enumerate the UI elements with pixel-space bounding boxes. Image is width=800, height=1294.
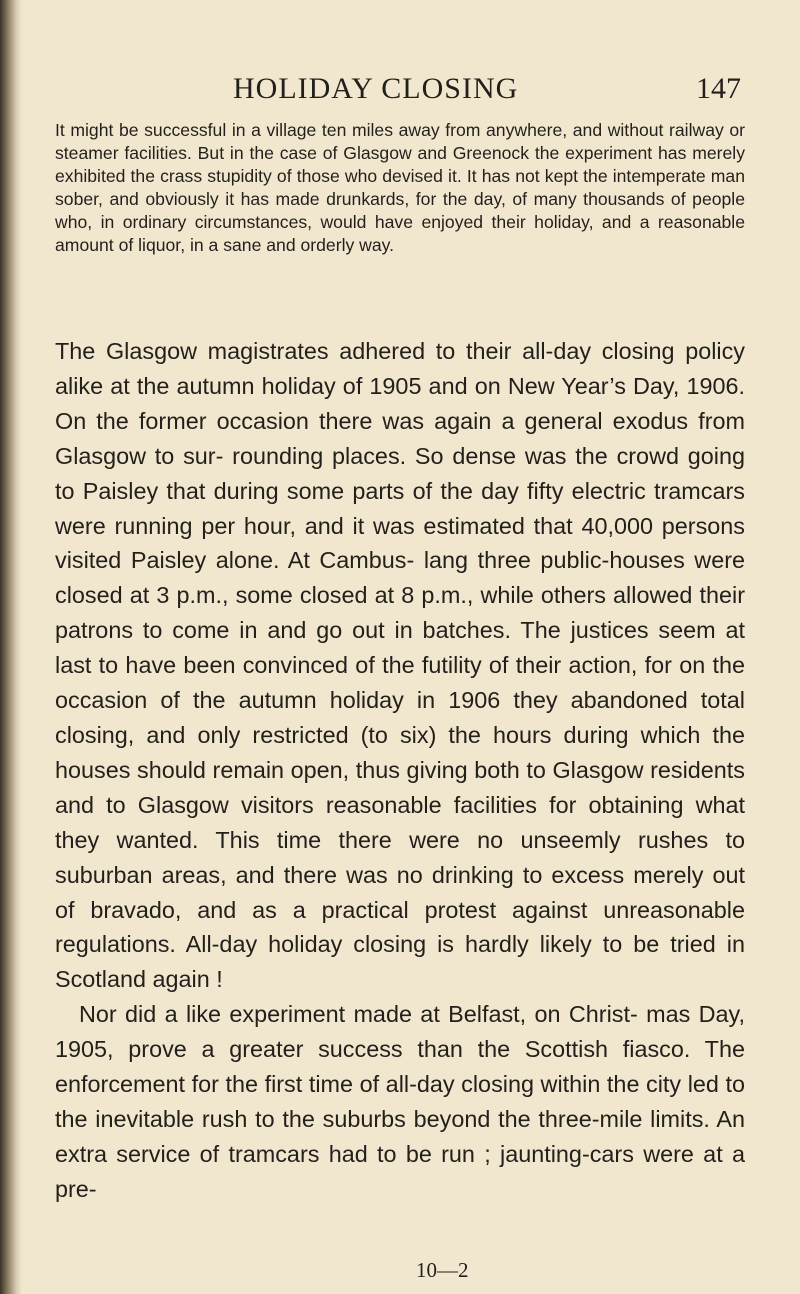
book-gutter-shadow	[0, 0, 22, 1294]
book-page	[55, 0, 755, 1294]
running-title: HOLIDAY CLOSING	[233, 72, 519, 105]
body-paragraph-2: Nor did a like experiment made at Belfast, on Christ- mas Day, 1905, prove a greater success than the Scottish fiasco. The enforcement for the first time of all-day closing within the city led to the inevitable rush to the suburbs beyond the three-mile limits. An extra service of tramcars had to be run ; jaunting-cars were at a pre-	[55, 1001, 745, 1202]
signature-mark: 10—2	[416, 1258, 469, 1282]
quoted-paragraph: It might be successful in a village ten miles away from anywhere, and without railway or steamer facilities. But in the case of Glasgow and Greenock the experiment has merely exhibited the crass stupidity of those who devised it. It has not kept the intemperate man sober, and obviously it has made drunkards, for the day, of many thousands of people who, in ordinary circumstances, would have enjoyed their holiday, and a reasonable amount of liquor, in a sane and orderly way.	[55, 120, 745, 255]
quoted-paragraph-block	[55, 119, 745, 257]
main-text-block	[55, 334, 745, 1207]
page-number: 147	[696, 72, 741, 105]
body-paragraph-1: The Glasgow magistrates adhered to their all-day closing policy alike at the autumn holiday of 1905 and on New Year’s Day, 1906. On the former occasion there was again a general exodus from Glasgow to sur- rounding places. So dense was the crowd going to Paisley that during some parts of the day fifty electric tramcars were running per hour, and it was estimated that 40,000 persons visited Paisley alone. At Cambus- lang three public-houses were closed at 3 p.m., some closed at 8 p.m., while others allowed their patrons to come in and go out in batches. The justices seem at last to have been convinced of the futility of their action, for on the occasion of the autumn holiday in 1906 they abandoned total closing, and only restricted (to six) the hours during which the houses should remain open, thus giving both to Glasgow residents and to Glasgow visitors reasonable facilities for obtaining what they wanted. This time there were no unseemly rushes to suburban areas, and there was no drinking to excess merely out of bravado, and as a practical protest against unreasonable regulations. All-day holiday closing is hardly likely to be tried in Scotland again !	[55, 338, 745, 993]
page-header	[55, 72, 755, 112]
